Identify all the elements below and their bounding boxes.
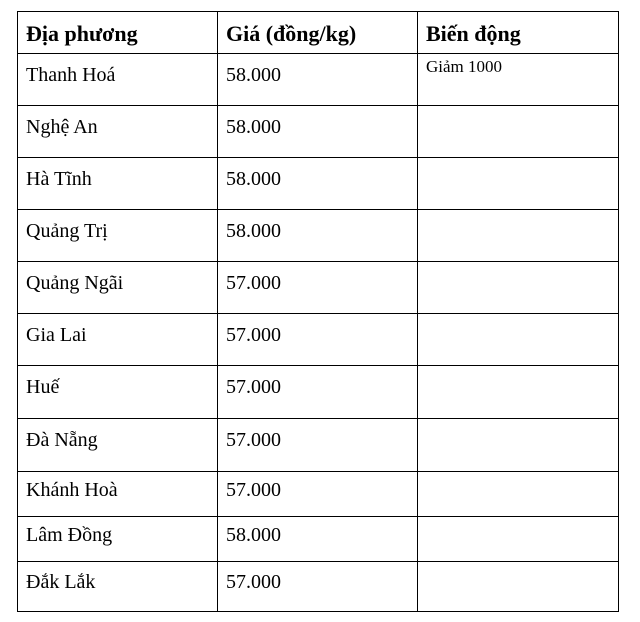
- location-cell: Nghệ An: [18, 106, 218, 158]
- location-cell: Thanh Hoá: [18, 54, 218, 106]
- change-cell: Giảm 1000: [418, 54, 619, 106]
- table-row: [18, 366, 619, 419]
- price-cell: 57.000: [218, 262, 418, 314]
- location-cell: Quảng Ngãi: [18, 262, 218, 314]
- location-cell: Quảng Trị: [18, 210, 218, 262]
- price-table: [17, 11, 619, 612]
- table-row: [18, 158, 619, 210]
- table-row: [18, 472, 619, 517]
- change-cell: [418, 472, 619, 517]
- table-row: [18, 419, 619, 472]
- change-cell: [418, 262, 619, 314]
- price-cell: 57.000: [218, 562, 418, 612]
- location-cell: Gia Lai: [18, 314, 218, 366]
- header-location: Địa phương: [18, 12, 218, 54]
- price-cell: 57.000: [218, 419, 418, 472]
- location-cell: Hà Tĩnh: [18, 158, 218, 210]
- table-row: [18, 517, 619, 562]
- price-cell: 58.000: [218, 158, 418, 210]
- table-row: [18, 314, 619, 366]
- change-cell: [418, 419, 619, 472]
- location-cell: Đắk Lắk: [18, 562, 218, 612]
- price-cell: 58.000: [218, 517, 418, 562]
- table-row: [18, 106, 619, 158]
- price-cell: 58.000: [218, 210, 418, 262]
- change-cell: [418, 106, 619, 158]
- table-row: [18, 54, 619, 106]
- price-cell: 57.000: [218, 366, 418, 419]
- location-cell: Lâm Đồng: [18, 517, 218, 562]
- change-cell: [418, 210, 619, 262]
- price-cell: 57.000: [218, 472, 418, 517]
- price-cell: 57.000: [218, 314, 418, 366]
- table-header-row: [18, 12, 619, 54]
- change-cell: [418, 517, 619, 562]
- price-cell: 58.000: [218, 106, 418, 158]
- change-cell: [418, 158, 619, 210]
- header-change: Biến động: [418, 12, 619, 54]
- location-cell: Đà Nẵng: [18, 419, 218, 472]
- change-cell: [418, 314, 619, 366]
- table-row: [18, 562, 619, 612]
- price-cell: 58.000: [218, 54, 418, 106]
- location-cell: Khánh Hoà: [18, 472, 218, 517]
- change-cell: [418, 562, 619, 612]
- location-cell: Huế: [18, 366, 218, 419]
- table-row: [18, 210, 619, 262]
- header-price: Giá (đồng/kg): [218, 12, 418, 54]
- table-row: [18, 262, 619, 314]
- change-cell: [418, 366, 619, 419]
